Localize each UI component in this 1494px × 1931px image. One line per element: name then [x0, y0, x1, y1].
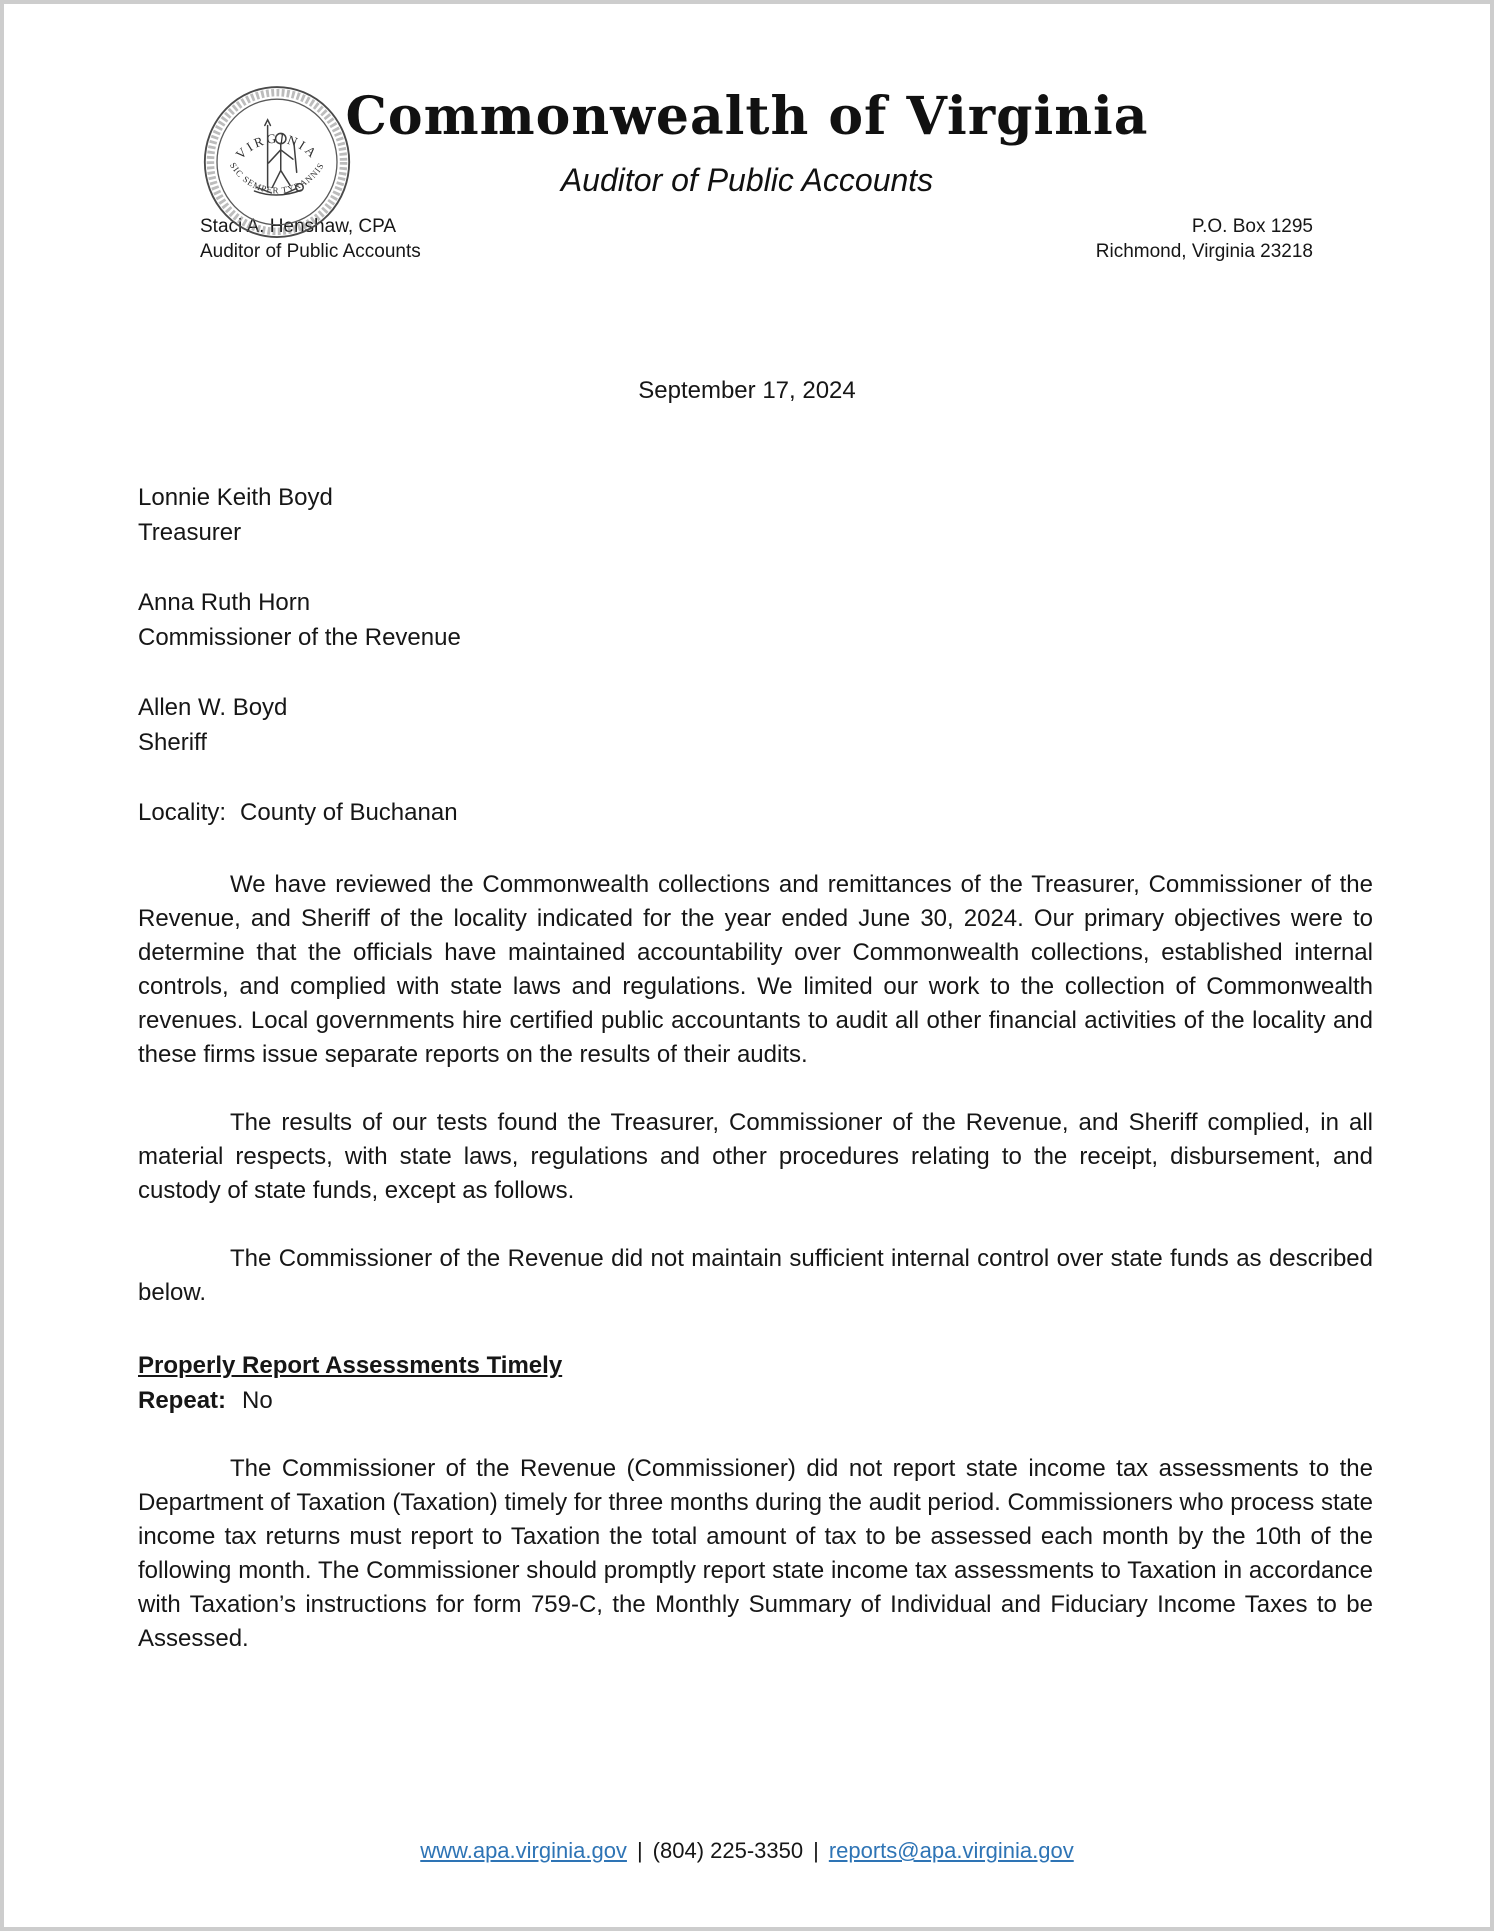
- seal-text-top: VIRGINIA: [232, 130, 322, 163]
- paragraph-finding-detail: The Commissioner of the Revenue (Commissioner) did not report state income tax assessments to the Department of Taxation (Taxation) timely for three months during the audit period. Commissioners who process state income tax returns must report to Taxation the total amount of tax to be assessed each month by the 10th of the following month. The Commissioner should promptly report state income tax assessments to Taxation in accordance with Taxation’s instructions for form 759-C, the Monthly Summary of Individual and Fiduciary Income Taxes to be Assessed.: [138, 1455, 1373, 1652]
- address-city-state: Richmond, Virginia 23218: [1095, 241, 1313, 262]
- address-po-box: P.O. Box 1295: [1191, 216, 1313, 237]
- repeat-value: No: [242, 1387, 273, 1414]
- paragraph-finding-intro: The Commissioner of the Revenue did not maintain sufficient internal control over state funds as described below.: [138, 1245, 1373, 1306]
- recipient-title: Sheriff: [138, 729, 207, 756]
- letterhead: [4, 4, 1490, 264]
- finding-heading-line: [138, 1348, 1373, 1383]
- website-link[interactable]: www.apa.virginia.gov: [420, 1838, 627, 1863]
- repeat-line: [138, 1383, 1373, 1418]
- finding-section: [138, 1348, 1373, 1418]
- office-address-block: [1096, 214, 1313, 264]
- organization-title: Commonwealth of Virginia: [345, 86, 1149, 147]
- footer-separator: |: [636, 1838, 643, 1863]
- letter-date: September 17, 2024: [638, 377, 856, 404]
- locality-value: County of Buchanan: [240, 799, 458, 826]
- finding-body: [138, 1452, 1373, 1656]
- recipient: [138, 585, 1373, 655]
- footer-separator: |: [813, 1838, 819, 1863]
- recipient-name: Lonnie Keith Boyd: [138, 484, 333, 511]
- recipient-title: Treasurer: [138, 519, 242, 546]
- paragraph-test-results: The results of our tests found the Treasurer, Commissioner of the Revenue, and Sheriff complied, in all material respects, with state laws, regulations and other procedures relating to the receipt, disbursement, and custody of state funds, except as follows.: [138, 1109, 1373, 1204]
- paragraph-review-scope: We have reviewed the Commonwealth collections and remittances of the Treasurer, Commissioner of the Revenue, and Sheriff of the locality indicated for the year ended June 30, 2024. Our primary objectives were to determine that the officials have maintained accountability over Commonwealth collections, established internal controls, and complied with state laws and regulations. We limited our work to the collection of Commonwealth revenues. Local governments hire certified public accountants to audit all other financial activities of the locality and these firms issue separate reports on the results of their audits.: [138, 871, 1373, 1068]
- seal-text-bottom: SIC SEMPER TYRANNIS: [227, 160, 327, 196]
- letter-footer: [4, 1837, 1490, 1865]
- virginia-state-seal-icon: [202, 84, 352, 240]
- recipient-title: Commissioner of the Revenue: [138, 624, 461, 651]
- locality-line: [138, 795, 1373, 830]
- email-link[interactable]: reports@apa.virginia.gov: [828, 1838, 1074, 1863]
- recipient-address-block: [138, 480, 1373, 830]
- repeat-label: Repeat:: [138, 1387, 227, 1414]
- organization-subtitle: Auditor of Public Accounts: [560, 162, 934, 198]
- locality-label: Locality:: [138, 799, 227, 826]
- recipient-name: Allen W. Boyd: [138, 694, 288, 721]
- auditor-title: Auditor of Public Accounts: [200, 241, 421, 262]
- footer-phone: (804) 225-3350: [652, 1838, 804, 1863]
- letter-body: [138, 868, 1373, 1310]
- recipient-name: Anna Ruth Horn: [138, 589, 311, 616]
- finding-heading: Properly Report Assessments Timely: [138, 1352, 563, 1379]
- auditor-name: Staci A. Henshaw, CPA: [200, 216, 397, 237]
- recipient: [138, 480, 1373, 550]
- recipient: [138, 690, 1373, 760]
